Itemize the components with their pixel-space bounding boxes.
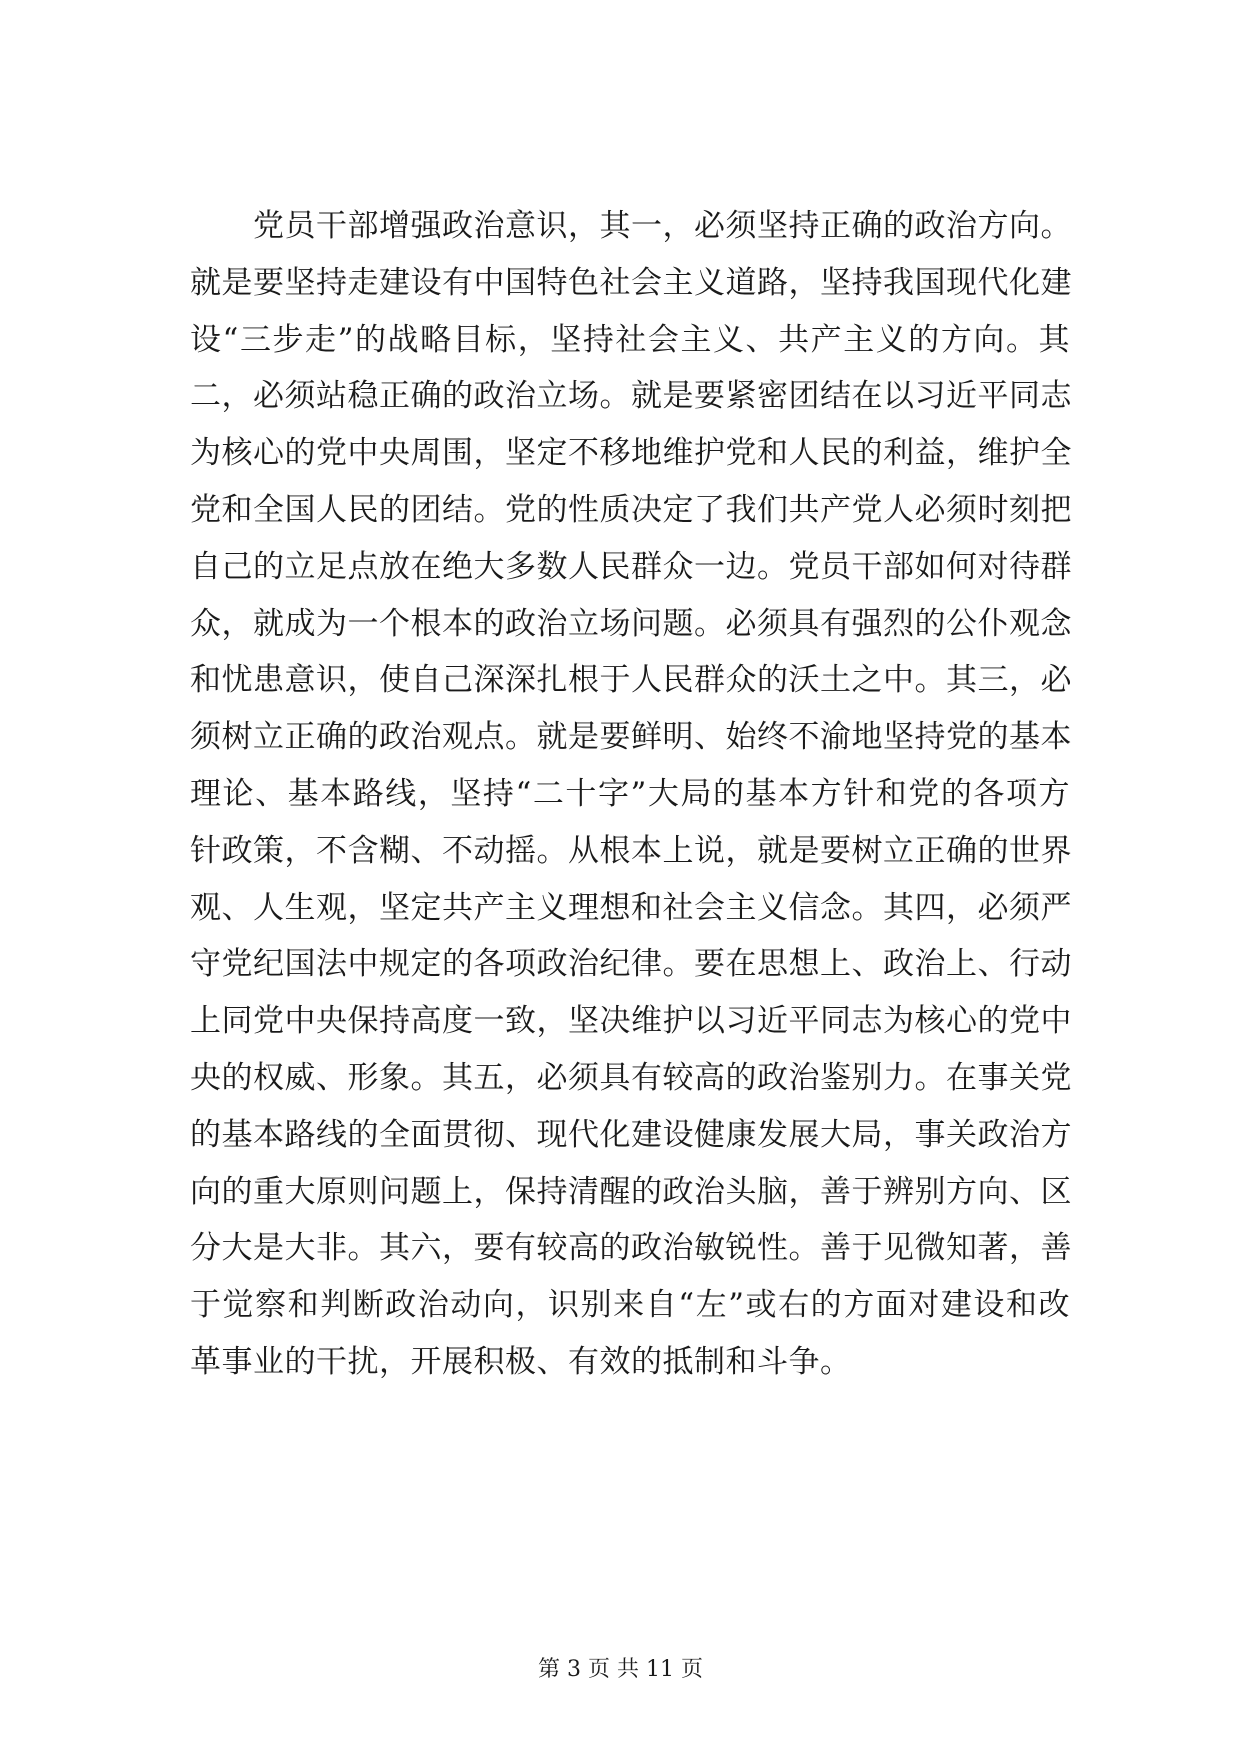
- text-line: 向的重大原则问题上，保持清醒的政治头脑，善于辨别方向、区: [190, 1173, 1072, 1210]
- body-paragraph: [190, 198, 1070, 1391]
- text-line: 党和全国人民的团结。党的性质决定了我们共产党人必须时刻把: [190, 491, 1072, 528]
- text-line: 上同党中央保持高度一致，坚决维护以习近平同志为核心的党中: [190, 1003, 1072, 1040]
- text-line: 众，就成为一个根本的政治立场问题。必须具有强烈的公仆观念: [190, 605, 1072, 642]
- text-line: 就是要坚持走建设有中国特色社会主义道路，坚持我国现代化建: [190, 264, 1072, 301]
- text-line: 党员干部增强政治意识，其一，必须坚持正确的政治方向。: [190, 208, 1072, 244]
- text-line: 为核心的党中央周围，坚定不移地维护党和人民的利益，维护全: [190, 435, 1072, 472]
- text-line: 设“三步走”的战略目标，坚持社会主义、共产主义的方向。其: [190, 321, 1070, 358]
- text-line: 针政策，不含糊、不动摇。从根本上说，就是要树立正确的世界: [190, 832, 1072, 869]
- text-line: 革事业的干扰，开展积极、有效的抵制和斗争。: [190, 1343, 852, 1380]
- text-line: 分大是大非。其六，要有较高的政治敏锐性。善于见微知著，善: [190, 1230, 1072, 1267]
- text-line: 的基本路线的全面贯彻、现代化建设健康发展大局，事关政治方: [190, 1116, 1072, 1153]
- text-line: 理论、基本路线，坚持“二十字”大局的基本方针和党的各项方: [190, 775, 1070, 812]
- text-line: 央的权威、形象。其五，必须具有较高的政治鉴别力。在事关党: [190, 1059, 1072, 1096]
- text-line: 和忧患意识，使自己深深扎根于人民群众的沃土之中。其三，必: [190, 662, 1072, 699]
- page-number-footer: 第 3 页 共 11 页: [538, 1657, 703, 1682]
- text-line: 观、人生观，坚定共产主义理想和社会主义信念。其四，必须严: [190, 889, 1072, 926]
- text-line: 自己的立足点放在绝大多数人民群众一边。党员干部如何对待群: [190, 548, 1072, 585]
- text-line: 于觉察和判断政治动向，识别来自“左”或右的方面对建设和改: [190, 1287, 1070, 1324]
- text-line: 守党纪国法中规定的各项政治纪律。要在思想上、政治上、行动: [190, 946, 1072, 983]
- text-line: 二，必须站稳正确的政治立场。就是要紧密团结在以习近平同志: [190, 378, 1072, 415]
- text-line: 须树立正确的政治观点。就是要鲜明、始终不渝地坚持党的基本: [190, 719, 1072, 756]
